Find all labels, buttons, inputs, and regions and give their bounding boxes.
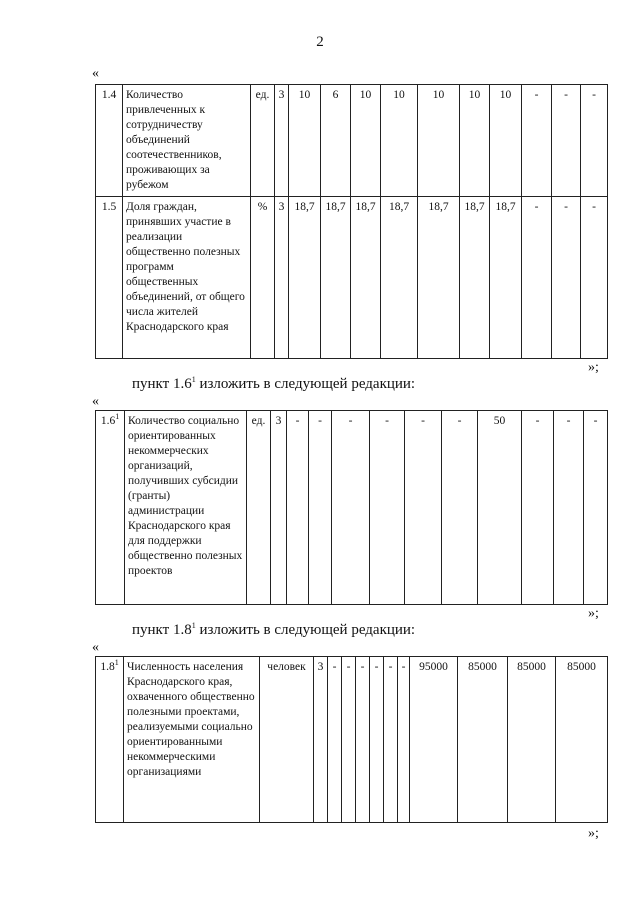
- paragraph-point-1-8: [132, 622, 415, 639]
- value-cell: 10: [381, 85, 418, 197]
- superscript: 1: [191, 621, 196, 630]
- value-cell: 18,7: [289, 197, 321, 359]
- close-quote: »;: [588, 360, 599, 375]
- indicator-description: Количество привлеченных к сотрудничеству объединений соотечественников, проживающих за рубежом: [123, 85, 251, 197]
- status-cell: 3: [314, 657, 328, 823]
- value-cell: 85000: [556, 657, 608, 823]
- value-cell: -: [309, 411, 332, 605]
- indicator-table-3: [95, 656, 608, 823]
- value-cell: 95000: [410, 657, 458, 823]
- unit-cell: ед.: [247, 411, 271, 605]
- open-quote: «: [92, 394, 99, 409]
- paragraph-point-1-6: [132, 376, 415, 393]
- row-number: 1.4: [96, 85, 123, 197]
- value-cell: 10: [418, 85, 460, 197]
- value-cell: -: [332, 411, 370, 605]
- value-cell: -: [552, 197, 581, 359]
- value-cell: -: [522, 85, 552, 197]
- value-cell: 85000: [508, 657, 556, 823]
- value-cell: 18,7: [321, 197, 351, 359]
- value-cell: -: [552, 85, 581, 197]
- paragraph-text: пункт 1.8: [132, 622, 192, 638]
- open-quote: «: [92, 66, 99, 81]
- table-row: [96, 657, 608, 823]
- close-quote: »;: [588, 606, 599, 621]
- paragraph-text: изложить в следующей редакции:: [195, 622, 416, 638]
- status-cell: 3: [271, 411, 287, 605]
- indicator-description: Количество социально ориентированных некоммерческих организаций, получивших субсидии (гранты) администрации Краснодарского края для поддержки общественно полезных проектов: [125, 411, 247, 605]
- value-cell: -: [287, 411, 309, 605]
- superscript: 1: [191, 375, 196, 384]
- value-cell: 85000: [458, 657, 508, 823]
- value-cell: 6: [321, 85, 351, 197]
- value-cell: -: [522, 411, 554, 605]
- paragraph-text: изложить в следующей редакции:: [195, 376, 416, 392]
- value-cell: -: [442, 411, 478, 605]
- value-cell: -: [370, 657, 384, 823]
- table-row: [96, 411, 608, 605]
- value-cell: 18,7: [418, 197, 460, 359]
- paragraph-text: пункт 1.6: [132, 376, 192, 392]
- indicator-description: Доля граждан, принявших участие в реализации общественно полезных программ общественных объединений, от общего числа жителей Краснодарского края: [123, 197, 251, 359]
- value-cell: -: [581, 85, 608, 197]
- row-number: 1.5: [96, 197, 123, 359]
- value-cell: -: [356, 657, 370, 823]
- table-row: [96, 85, 608, 197]
- row-number: [96, 411, 125, 605]
- value-cell: -: [342, 657, 356, 823]
- value-cell: -: [522, 197, 552, 359]
- value-cell: 10: [351, 85, 381, 197]
- value-cell: -: [370, 411, 405, 605]
- unit-cell: %: [251, 197, 275, 359]
- value-cell: -: [405, 411, 442, 605]
- value-cell: -: [384, 657, 398, 823]
- indicator-table-2: [95, 410, 608, 605]
- indicator-description: Численность населения Краснодарского края, охваченного общественно полезными проектами, реализуемыми социально ориентированными некоммерческими организациями: [124, 657, 260, 823]
- status-cell: 3: [275, 197, 289, 359]
- status-cell: 3: [275, 85, 289, 197]
- row-number-text: 1.8: [100, 661, 115, 673]
- indicator-table-1: [95, 84, 608, 359]
- superscript: 1: [115, 412, 120, 422]
- row-number-text: 1.6: [100, 415, 116, 427]
- page-number: 2: [316, 34, 324, 50]
- value-cell: 10: [289, 85, 321, 197]
- value-cell: 10: [490, 85, 522, 197]
- value-cell: 50: [478, 411, 522, 605]
- value-cell: 18,7: [460, 197, 490, 359]
- superscript: 1: [114, 658, 119, 668]
- value-cell: -: [554, 411, 584, 605]
- value-cell: -: [398, 657, 410, 823]
- value-cell: -: [328, 657, 342, 823]
- row-number: [96, 657, 124, 823]
- value-cell: 18,7: [351, 197, 381, 359]
- value-cell: 18,7: [381, 197, 418, 359]
- value-cell: 10: [460, 85, 490, 197]
- value-cell: -: [581, 197, 608, 359]
- close-quote: »;: [588, 826, 599, 841]
- table-row: [96, 197, 608, 359]
- unit-cell: человек: [260, 657, 314, 823]
- value-cell: 18,7: [490, 197, 522, 359]
- value-cell: -: [584, 411, 608, 605]
- open-quote: «: [92, 640, 99, 655]
- unit-cell: ед.: [251, 85, 275, 197]
